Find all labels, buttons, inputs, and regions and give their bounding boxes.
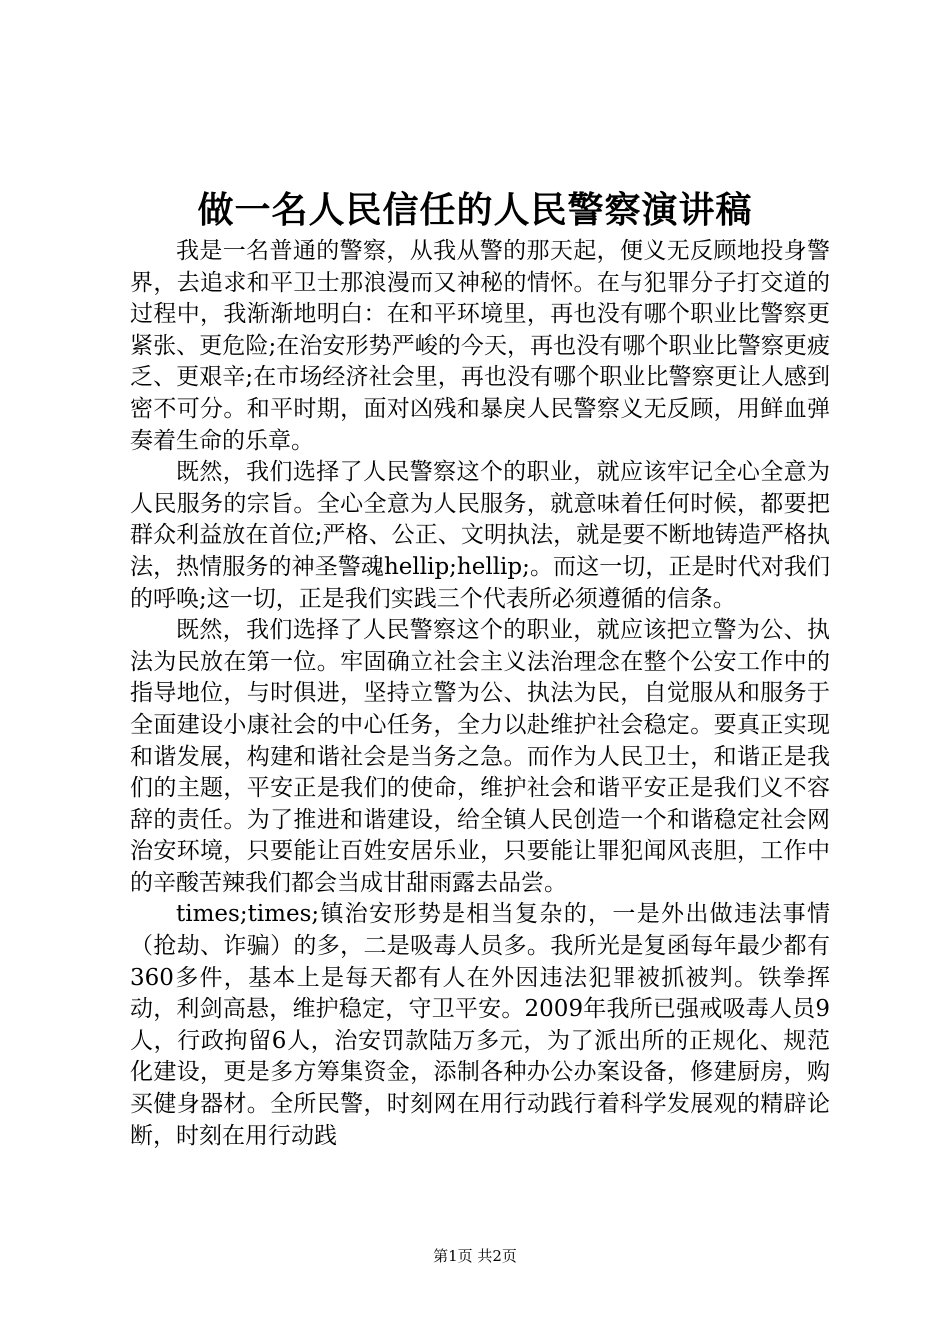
page-number-footer: 第1页 共2页: [433, 1247, 517, 1265]
paragraph-4: times;times;镇治安形势是相当复杂的，一是外出做违法事情（抢劫、诈骗）的多，二是吸毒人员多。我所光是复函每年最少都有360多件，基本上是每天都有人在外因违法犯罪被抓被判。铁拳挥动，利剑高悬，维护稳定，守卫平安。2009年我所已强戒吸毒人员9人，行政拘留6人，治安罚款陆万多元，为了派出所的正规化、规范化建设，更是多方筹集资金，添制各种办公办案设备，修建厨房，购买健身器材。全所民警，时刻网在用行动践行着科学发展观的精辟论断，时刻在用行动践: [130, 901, 830, 1149]
paragraph-1: 我是一名普通的警察，从我从警的那天起，便义无反顾地投身警界，去追求和平卫士那浪漫而又神秘的情怀。在与犯罪分子打交道的过程中，我渐渐地明白：在和平环境里，再也没有哪个职业比警察更紧张、更危险;在治安形势严峻的今天，再也没有哪个职业比警察更疲乏、更艰辛;在市场经济社会里，再也没有哪个职业比警察更让人感到密不可分。和平时期，面对凶残和暴戾人民警察义无反顾，用鲜血弹奏着生命的乐章。: [130, 238, 830, 454]
document-title: 做一名人民信任的人民警察演讲稿: [197, 189, 753, 231]
paragraph-2: 既然，我们选择了人民警察这个的职业，就应该牢记全心全意为人民服务的宗旨。全心全意为人民服务，就意味着任何时候，都要把群众利益放在首位;严格、公正、文明执法，就是要不断地铸造严格执法，热情服务的神圣警魂hellip;hellip;。而这一切，正是时代对我们的呼唤;这一切，正是我们实践三个代表所必须遵循的信条。: [130, 459, 830, 612]
paragraph-3: 既然，我们选择了人民警察这个的职业，就应该把立警为公、执法为民放在第一位。牢固确立社会主义法治理念在整个公安工作中的指导地位，与时俱进，坚持立警为公、执法为民，自觉服从和服务于全面建设小康社会的中心任务，全力以赴维护社会稳定。要真正实现和谐发展，构建和谐社会是当务之急。而作为人民卫士，和谐正是我们的主题，平安正是我们的使命，维护社会和谐平安正是我们义不容辞的责任。为了推进和谐建设，给全镇人民创造一个和谐稳定社会网治安环境，只要能让百姓安居乐业，只要能让罪犯闻风丧胆，工作中的辛酸苦辣我们都会当成甘甜雨露去品尝。: [130, 617, 830, 896]
document-body: [130, 236, 830, 1152]
